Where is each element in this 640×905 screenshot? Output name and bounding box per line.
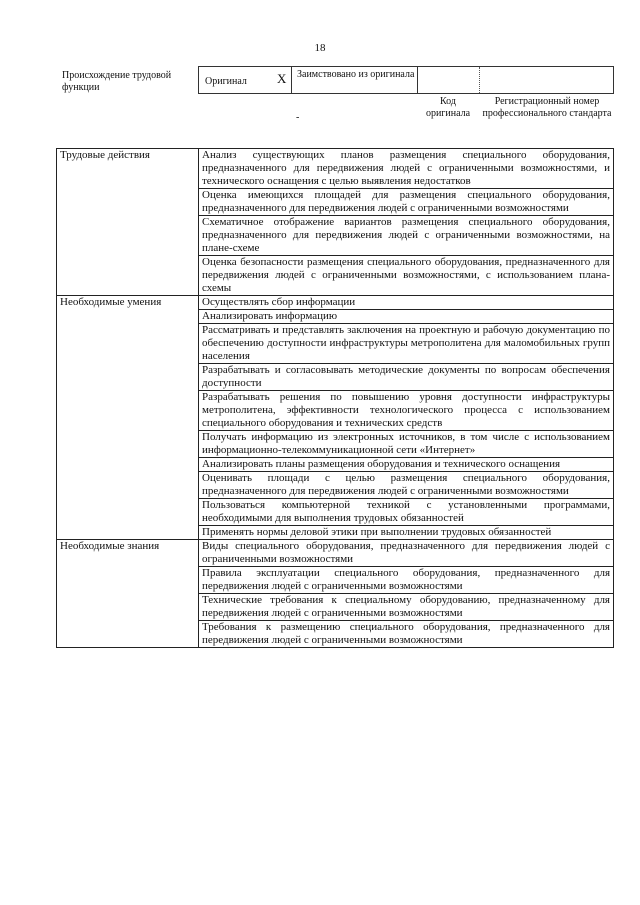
table-cell: Применять нормы деловой этики при выполнении трудовых обязанностей bbox=[199, 526, 614, 540]
table-cell: Технические требования к специальному оборудованию, предназначенному для передвижения людей с ограниченными возможностями bbox=[199, 594, 614, 621]
table-row bbox=[57, 540, 614, 567]
table-cell: Разрабатывать решения по повышению уровня доступности инфраструктуры метрополитена, эффективности технологического процесса с использованием специального оборудования и технических средств bbox=[199, 391, 614, 431]
table-cell: Рассматривать и представлять заключения на проектную и рабочую документацию по обеспечению доступности инфраструктуры метрополитена для маломобильных групп населения bbox=[199, 324, 614, 364]
table-cell: Оценка имеющихся площадей для размещения специального оборудования, предназначенного для передвижения людей с ограниченными возможностями bbox=[199, 189, 614, 216]
divider bbox=[291, 67, 292, 93]
table-cell: Анализ существующих планов размещения специального оборудования, предназначенного для передвижения людей с ограниченными возможностями, и технического оснащения с целью выявления недостатков bbox=[199, 149, 614, 189]
function-table bbox=[56, 148, 614, 648]
table-cell: Виды специального оборудования, предназначенного для передвижения людей с ограниченными возможностями bbox=[199, 540, 614, 567]
category-cell: Необходимые знания bbox=[57, 540, 199, 648]
table-cell: Требования к размещению специального оборудования, предназначенного для передвижения людей с ограниченными возможностями bbox=[199, 621, 614, 648]
category-cell: Необходимые умения bbox=[57, 296, 199, 540]
origin-box bbox=[198, 66, 614, 94]
reg-number-label: Регистрационный номер профессионального стандарта bbox=[482, 96, 612, 119]
table-row bbox=[57, 149, 614, 189]
original-label: Оригинал bbox=[205, 76, 247, 87]
divider bbox=[479, 67, 480, 93]
table-cell: Схематичное отображение вариантов размещения специального оборудования, предназначенного для передвижения людей с ограниченными возможностями, на плане-схеме bbox=[199, 216, 614, 256]
table-row bbox=[57, 296, 614, 310]
table-cell: Разрабатывать и согласовывать методические документы по вопросам обеспечения доступности bbox=[199, 364, 614, 391]
table-cell: Получать информацию из электронных источников, в том числе с использованием информационно-телекоммуникационной сети «Интернет» bbox=[199, 431, 614, 458]
table-cell: Оценка безопасности размещения специального оборудования, предназначенного для передвижения людей с ограниченными возможностями, с использованием плана-схемы bbox=[199, 256, 614, 296]
origin-label: Происхождение трудовой функции bbox=[62, 70, 172, 93]
code-label: Код оригинала bbox=[425, 96, 471, 119]
table-cell: Осуществлять сбор информации bbox=[199, 296, 614, 310]
table-cell: Пользоваться компьютерной техникой с установленными программами, необходимыми для выполнения трудовых обязанностей bbox=[199, 499, 614, 526]
borrowed-label: Заимствовано из оригинала bbox=[297, 69, 415, 80]
table-cell: Анализировать планы размещения оборудования и технического оснащения bbox=[199, 458, 614, 472]
category-cell: Трудовые действия bbox=[57, 149, 199, 296]
table-cell: Анализировать информацию bbox=[199, 310, 614, 324]
original-mark: X bbox=[277, 71, 287, 86]
table-cell: Правила эксплуатации специального оборудования, предназначенного для передвижения людей с ограниченными возможностями bbox=[199, 567, 614, 594]
page-number: 18 bbox=[314, 42, 326, 54]
dash-mark: - bbox=[296, 112, 300, 123]
table-cell: Оценивать площади с целью размещения специального оборудования, предназначенного для передвижения людей с ограниченными возможностями bbox=[199, 472, 614, 499]
divider bbox=[417, 67, 418, 93]
